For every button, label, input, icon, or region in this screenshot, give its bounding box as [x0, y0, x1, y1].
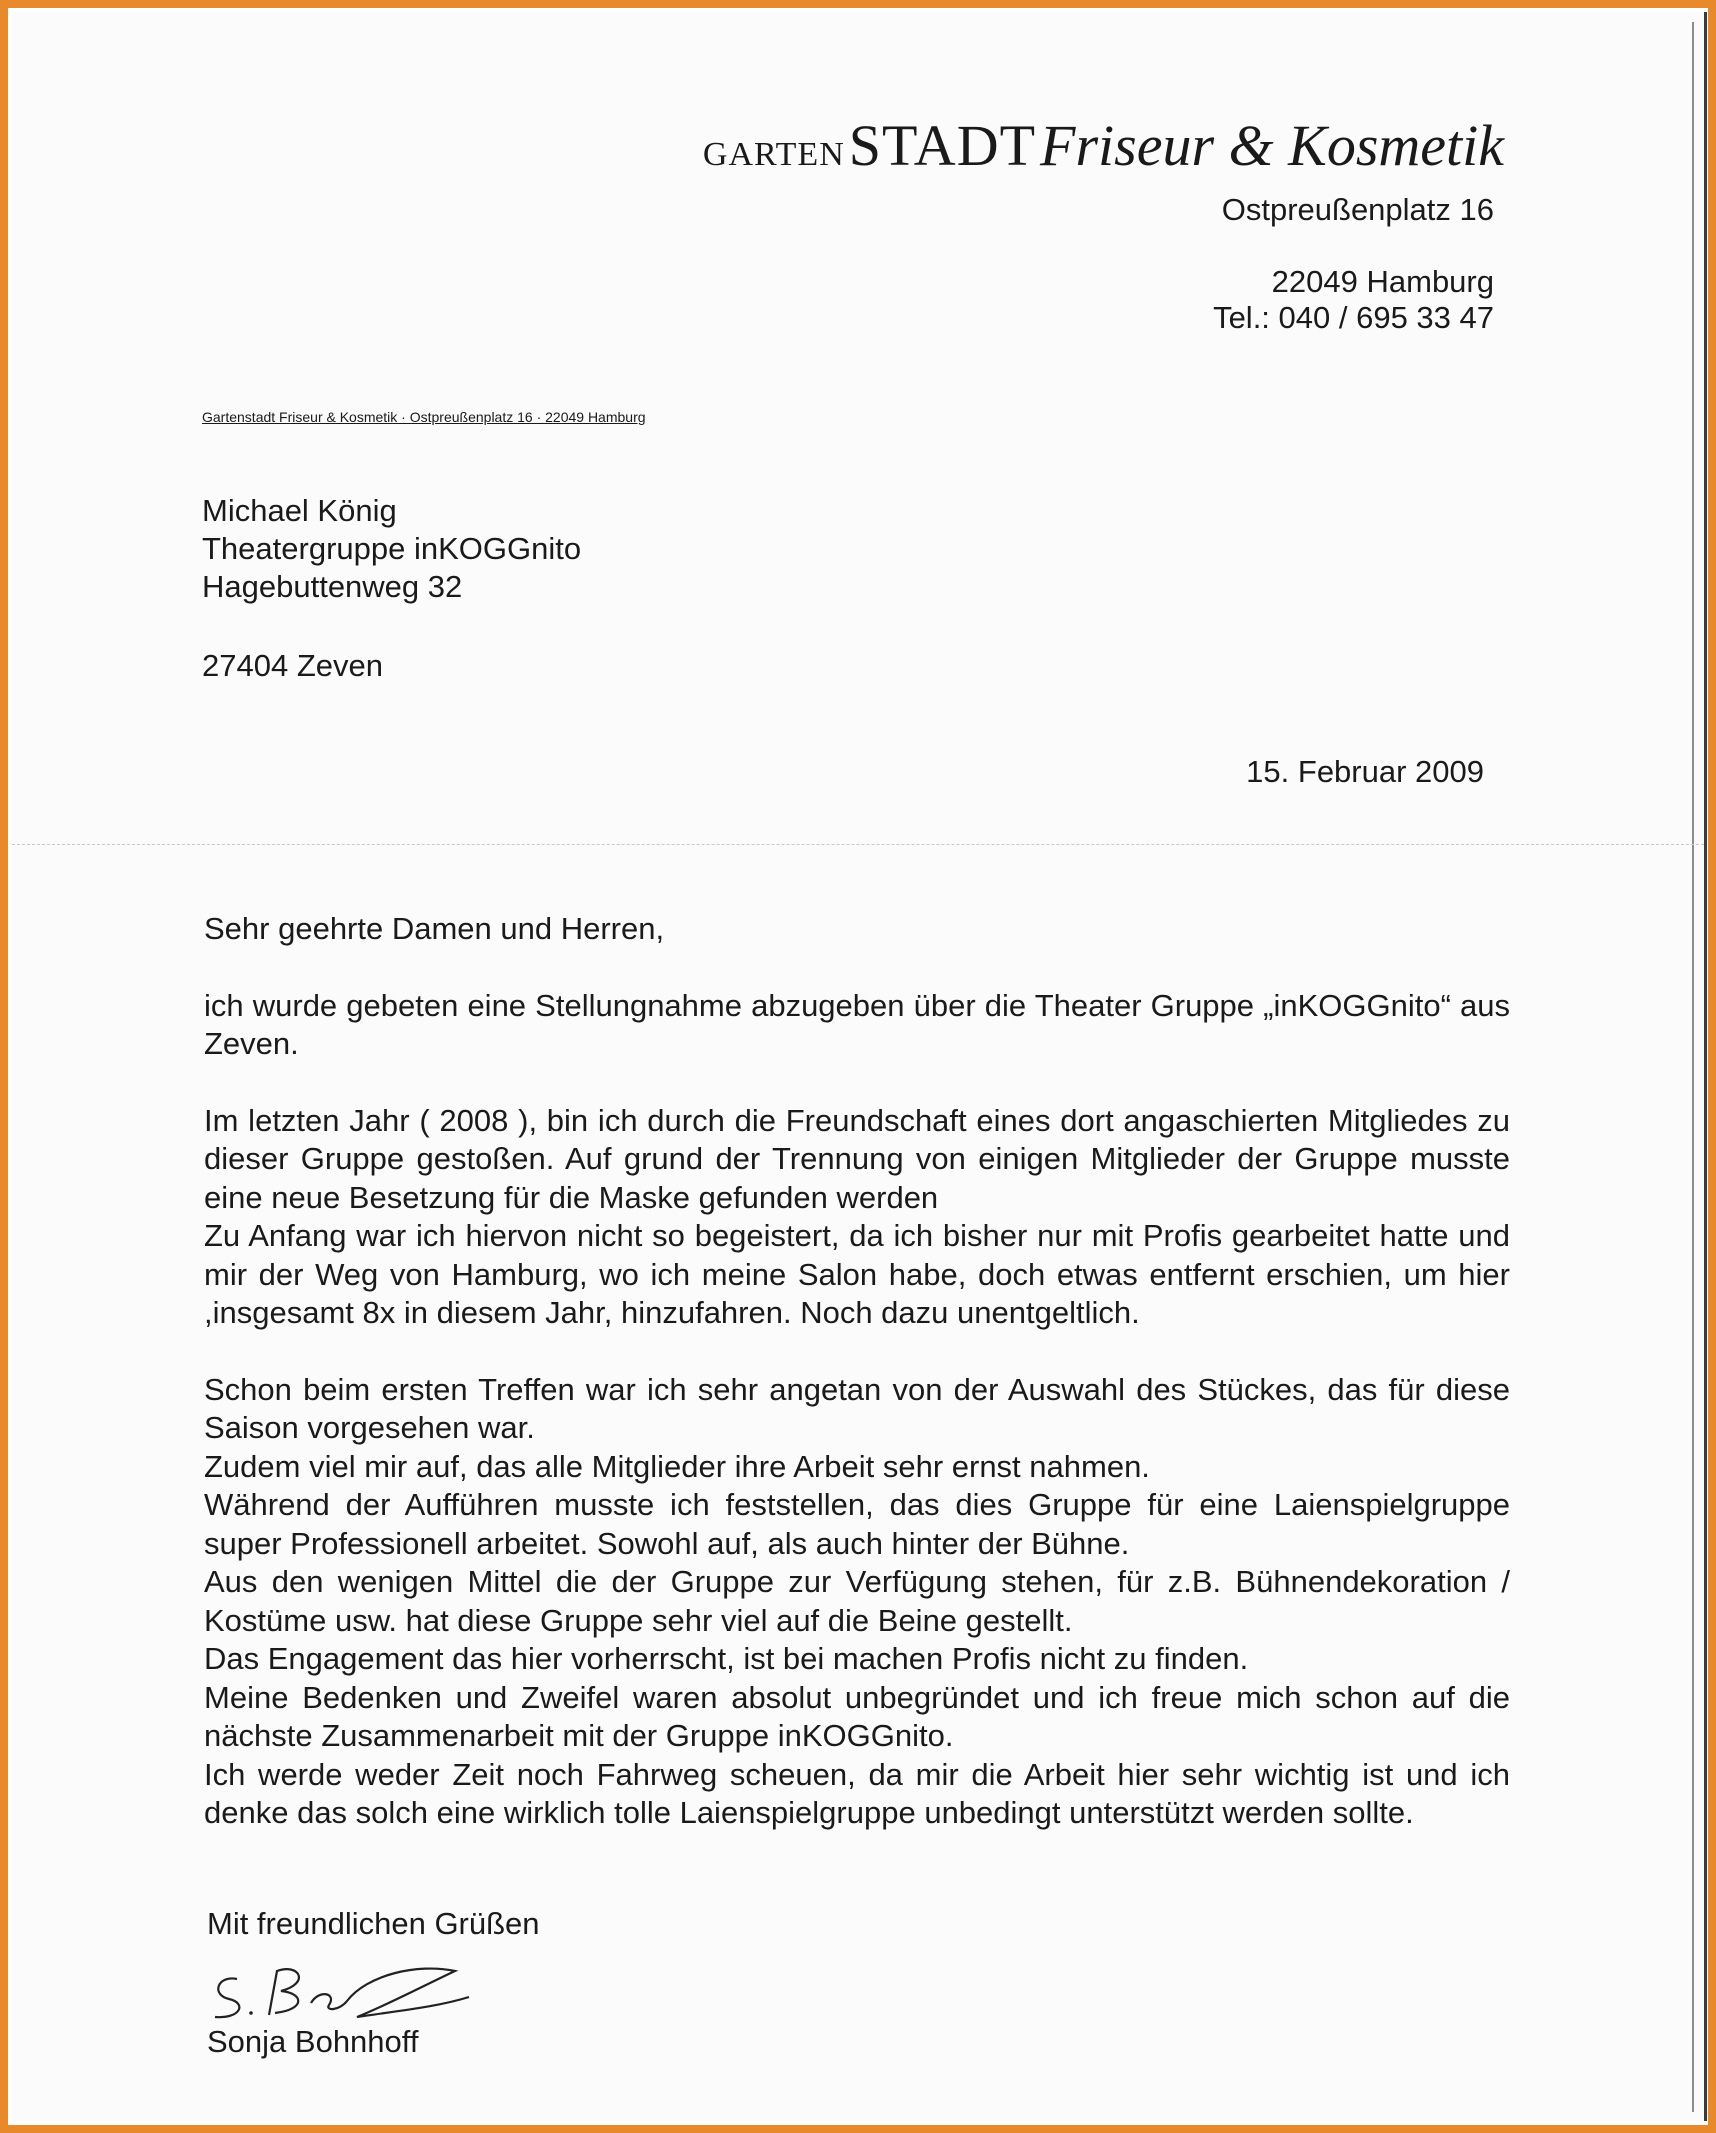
paragraph-2a: Im letzten Jahr ( 2008 ), bin ich durch die Freundschaft eines dort angaschierten Mitgliedes zu dieser Gruppe gestoßen. Auf grund der Trennung von einigen Mitglieder der Gruppe musste eine neue Besetzung für die Maske gefunden werden [204, 1102, 1510, 1215]
letterhead-city: 22049 Hamburg [1271, 264, 1494, 299]
paragraph-3f: Meine Bedenken und Zweifel waren absolut unbegründet und ich freue mich schon auf die nächste Zusammenarbeit mit der Gruppe inKOGGnito. [204, 1679, 1510, 1753]
closing: Mit freundlichen Grüßen [207, 1906, 540, 1941]
signer-name: Sonja Bohnhoff [207, 2024, 419, 2059]
paragraph-3b: Zudem viel mir auf, das alle Mitglieder ihre Arbeit sehr ernst nahmen. [204, 1448, 1150, 1484]
salutation: Sehr geehrte Damen und Herren, [204, 911, 665, 946]
paragraph-3a: Schon beim ersten Treffen war ich sehr angetan von der Auswahl des Stückes, das für diese Saison vorgesehen war. [204, 1371, 1510, 1445]
paragraph-3d: Aus den wenigen Mittel die der Gruppe zur Verfügung stehen, für z.B. Bühnendekoration / Kostüme usw. hat diese Gruppe sehr viel auf die Beine gestellt. [204, 1564, 1510, 1638]
letterhead-street: Ostpreußenplatz 16 [1221, 192, 1494, 227]
recipient-name: Michael König [202, 493, 397, 528]
recipient-organization: Theatergruppe inKOGGnito [202, 531, 582, 566]
logo-garten: GARTEN [702, 136, 845, 173]
page-frame [8, 8, 1708, 2125]
signature-text: S. Bohnhoff [207, 1957, 213, 1958]
recipient-street: Hagebuttenweg 32 [202, 569, 463, 604]
paragraph-3e: Das Engagement das hier vorherrscht, ist bei machen Profis nicht zu finden. [204, 1641, 1249, 1676]
recipient-city: 27404 Zeven [202, 648, 383, 683]
paragraph-2b: Zu Anfang war ich hiervon nicht so begeistert, da ich bisher nur mit Profis gearbeitet hatte und mir der Weg von Hamburg, wo ich meine Salon habe, doch etwas entfernt erschien, um hier ,insgesamt 8x in diesem Jahr, hinzufahren. Noch dazu unentgeltlich. [204, 1218, 1510, 1330]
letter-date: 15. Februar 2009 [1246, 754, 1484, 789]
paragraph-3c: Während der Aufführen musste ich feststellen, das dies Gruppe für eine Laienspielgruppe super Professionell arbeitet. Sowohl auf, als auch hinter der Bühne. [204, 1487, 1510, 1561]
paragraph-3g: Ich werde weder Zeit noch Fahrweg scheuen, da mir die Arbeit hier sehr wichtig ist und ich denke das solch eine wirklich tolle Laienspielgruppe unbedingt unterstützt werden sollte. [204, 1756, 1510, 1830]
sender-return-line: Gartenstadt Friseur & Kosmetik · Ostpreußenplatz 16 · 22049 Hamburg [202, 409, 646, 425]
letter-body [204, 910, 1510, 1833]
letterhead-phone: Tel.: 040 / 695 33 47 [1213, 300, 1494, 335]
scan-edge [1692, 22, 1694, 2112]
recipient-block [202, 492, 581, 606]
letter-page [12, 12, 1707, 2121]
logo-stadt: STADT [848, 113, 1037, 178]
paragraph-1: ich wurde gebeten eine Stellungnahme abzugeben über die Theater Gruppe „inKOGGnito“ aus Zeven. [204, 987, 1510, 1061]
fold-line [12, 844, 1704, 845]
logo-friseur-kosmetik: Friseur & Kosmetik [1040, 113, 1504, 178]
company-logo [703, 112, 1504, 179]
